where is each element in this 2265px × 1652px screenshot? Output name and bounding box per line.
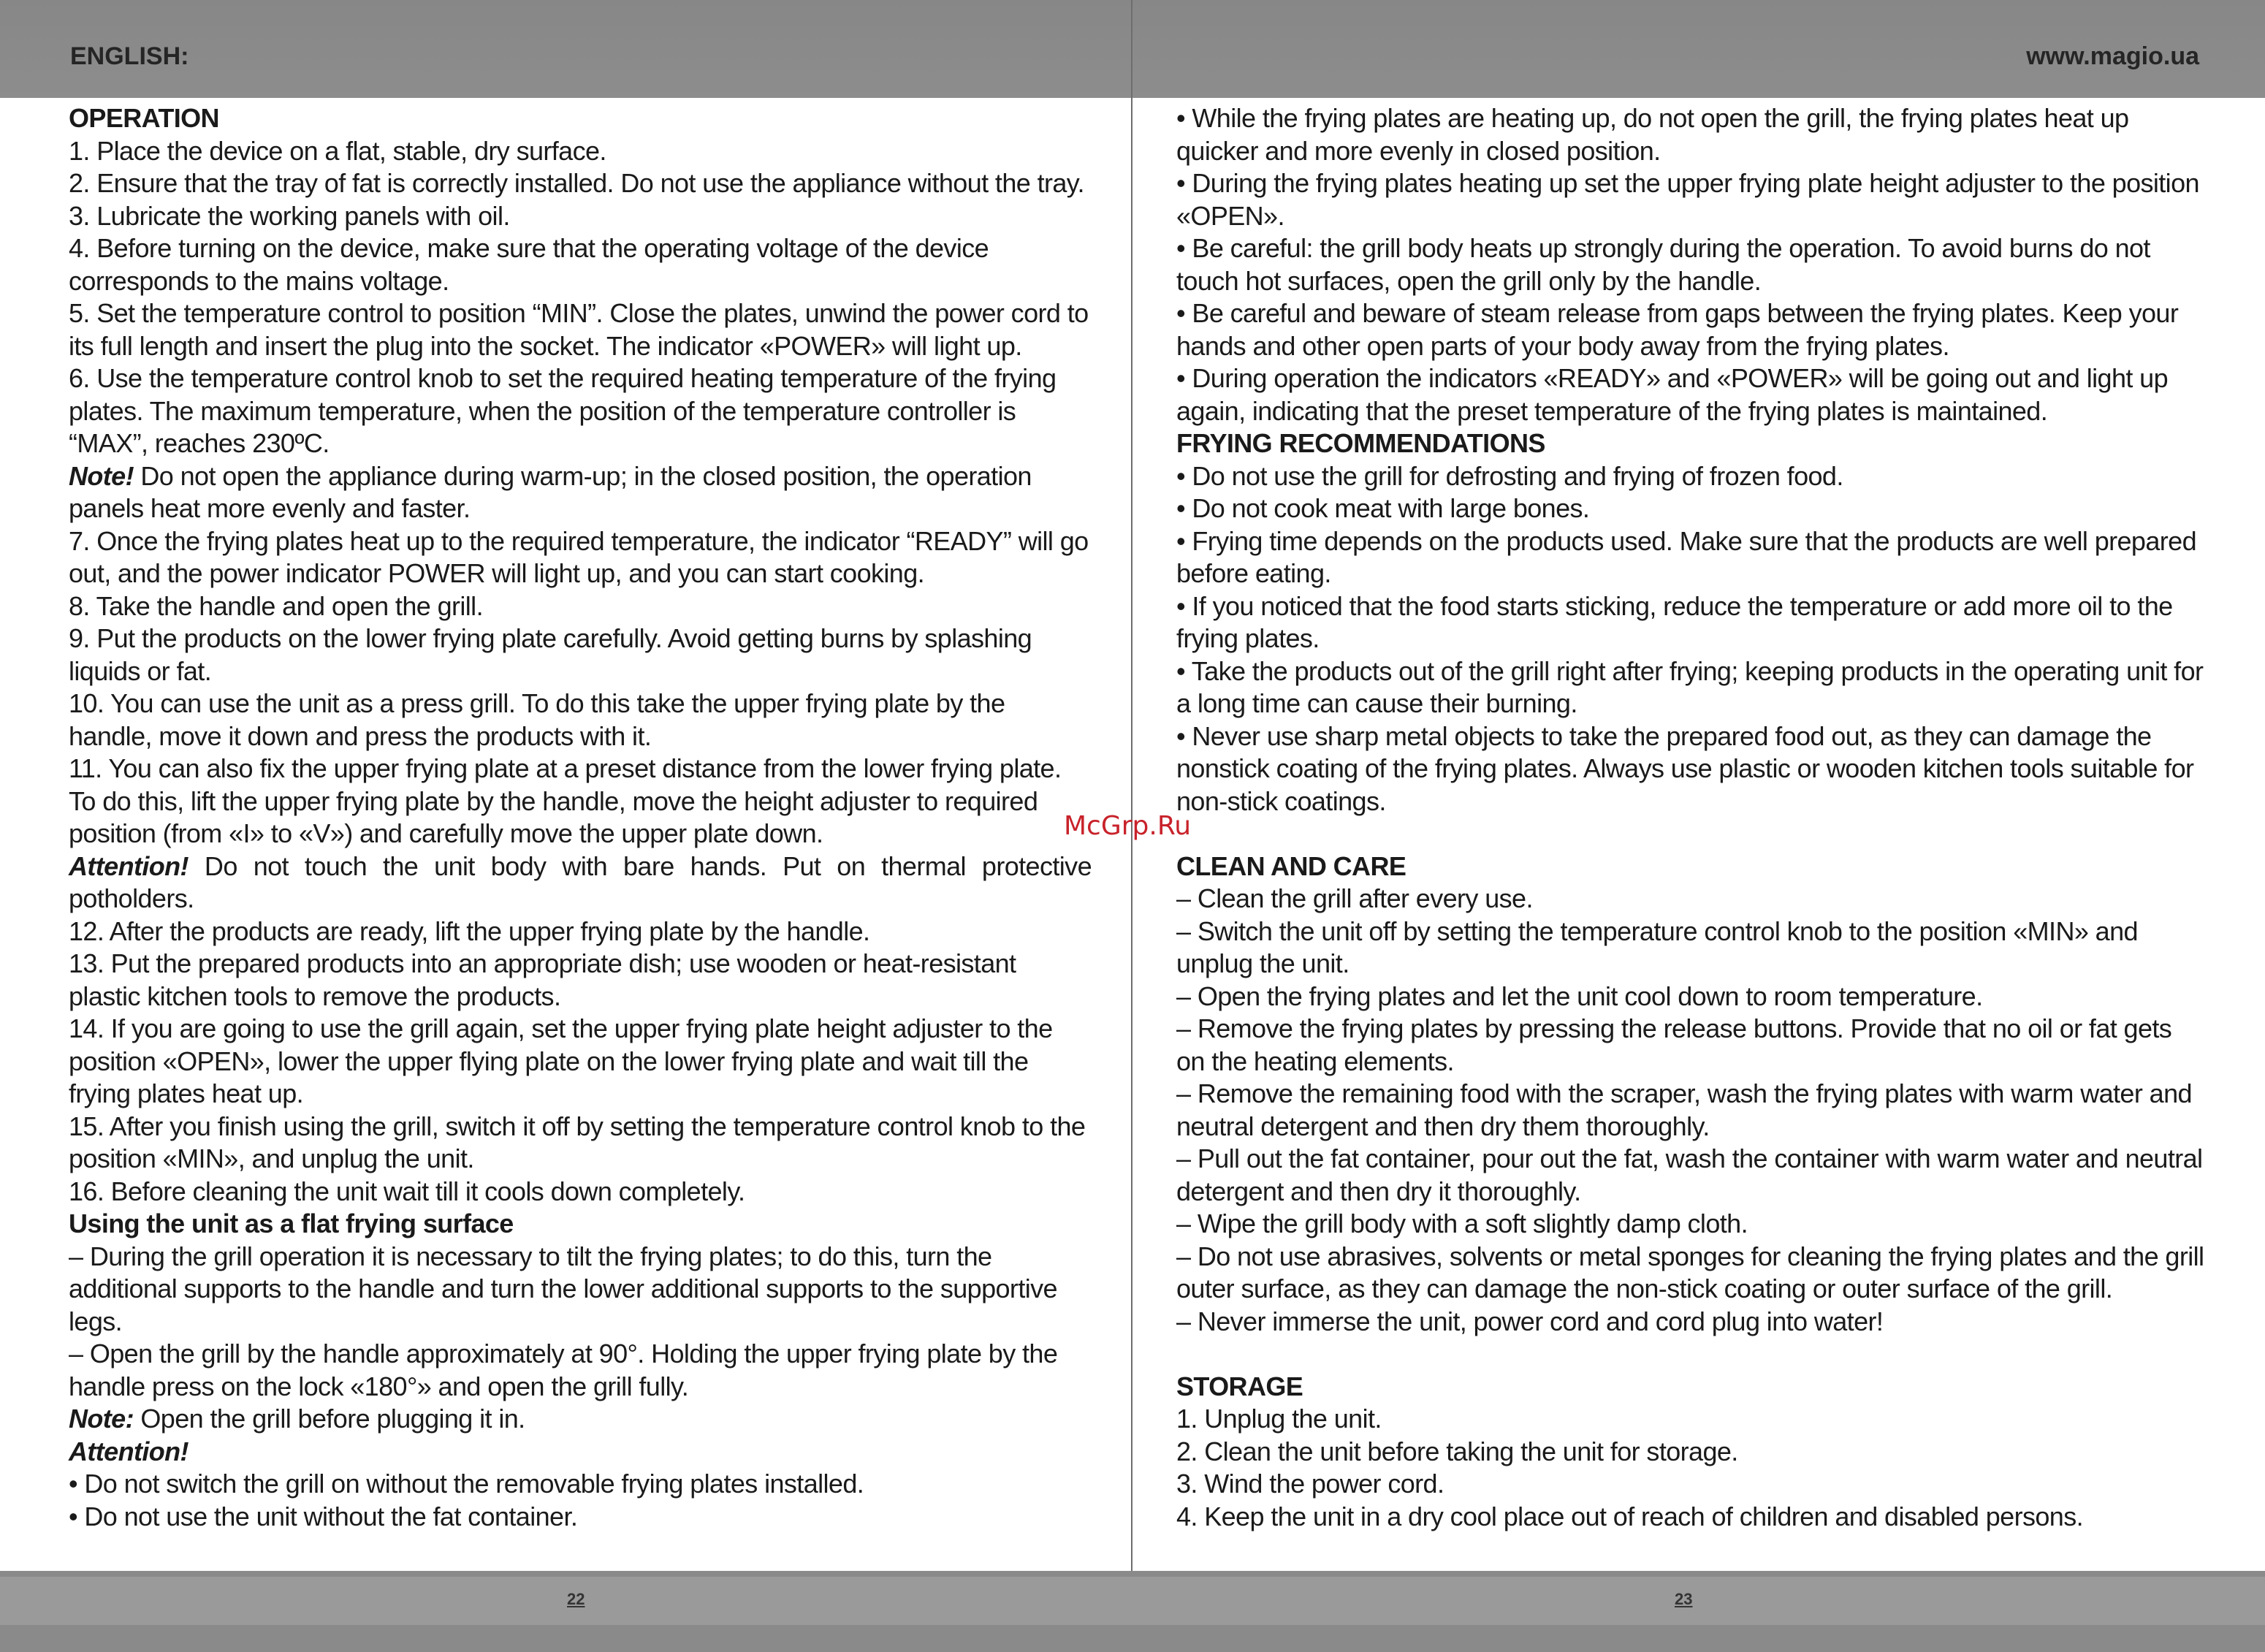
warning-bullet: • Be careful and beware of steam release from gaps between the frying plates. Keep your hands and other open parts of your body away from the frying plates. — [1176, 298, 2179, 361]
footer-bar — [0, 1571, 2265, 1652]
warning-bullet: • Be careful: the grill body heats up strongly during the operation. To avoid burns do not touch hot surfaces, open the grill only by the handle. — [1176, 233, 2150, 296]
recommendation-bullet: • Do not cook meat with large bones. — [1176, 493, 1590, 523]
recommendation-bullet: • Take the products out of the grill right after frying; keeping products in the operating unit for a long time can cause their burning. — [1176, 655, 2204, 718]
note-label: Note! — [69, 460, 134, 491]
spacer — [1176, 818, 2207, 850]
attention-label: Attention! — [69, 850, 189, 881]
care-item: – Remove the remaining food with the scraper, wash the frying plates with warm water and neutral detergent and then dry them thoroughly. — [1176, 1078, 2192, 1141]
note-label: Note: — [69, 1404, 134, 1434]
care-item: – Open the frying plates and let the unit cool down to room temperature. — [1176, 981, 1983, 1011]
attention-paragraph — [69, 850, 1092, 916]
attention-bullet: • Do not switch the grill on without the removable frying plates installed. — [69, 1469, 864, 1499]
clean-and-care-heading: CLEAN AND CARE — [1176, 850, 1406, 881]
operation-step: 3. Lubricate the working panels with oil. — [69, 200, 510, 231]
care-item: – Never immerse the unit, power cord and cord plug into water! — [1176, 1306, 1884, 1336]
storage-step: 3. Wind the power cord. — [1176, 1469, 1444, 1499]
operation-step: 5. Set the temperature control to position “MIN”. Close the plates, unwind the power cord to its full length and insert the plug into the socket. The indicator «POWER» will light up. — [69, 298, 1089, 361]
attention-bullet: • Do not use the unit without the fat container. — [69, 1501, 578, 1531]
storage-heading: STORAGE — [1176, 1371, 1303, 1401]
storage-step: 4. Keep the unit in a dry cool place out of reach of children and disabled persons. — [1176, 1501, 2084, 1531]
operation-step: 15. After you finish using the grill, switch it off by setting the temperature control knob to the position «MIN», and unplug the unit. — [69, 1111, 1086, 1173]
care-item: – Pull out the fat container, pour out the fat, wash the container with warm water and neutral detergent and then dry it thoroughly. — [1176, 1143, 2203, 1206]
note-paragraph — [69, 460, 1092, 525]
operation-step: 4. Before turning on the device, make sure that the operating voltage of the device corresponds to the mains voltage. — [69, 233, 989, 296]
operation-step: 11. You can also fix the upper frying plate at a preset distance from the lower frying plate. To do this, lift the upper frying plate by the handle, move the height adjuster to required position (from «I» to «V») and carefully move the upper plate down. — [69, 753, 1062, 848]
warning-bullet: • While the frying plates are heating up, do not open the grill, the frying plates heat up quicker and more evenly in closed position. — [1176, 103, 2129, 166]
note-text: Open the grill before plugging it in. — [134, 1404, 525, 1434]
operation-step: 9. Put the products on the lower frying plate carefully. Avoid getting burns by splashing liquids or fat. — [69, 623, 1032, 686]
care-item: – Do not use abrasives, solvents or metal sponges for cleaning the frying plates and the grill outer surface, as they can damage the non-stick coating or outer surface of the grill. — [1176, 1241, 2204, 1303]
care-item: – Remove the frying plates by pressing the release buttons. Provide that no oil or fat gets on the heating elements. — [1176, 1013, 2172, 1076]
care-item: – Wipe the grill body with a soft slightly damp cloth. — [1176, 1208, 1748, 1238]
operation-step: 14. If you are going to use the grill again, set the upper frying plate height adjuster to the position «OPEN», lower the upper flying plate on the lower frying plate and wait till the frying plates heat up. — [69, 1013, 1053, 1108]
care-item: – Clean the grill after every use. — [1176, 883, 1533, 913]
care-item: – Switch the unit off by setting the temperature control knob to the position «MIN» and unplug the unit. — [1176, 916, 2138, 978]
page-number-right: 23 — [1675, 1590, 1693, 1608]
note-paragraph — [69, 1403, 1092, 1436]
page-number-left: 22 — [567, 1590, 585, 1608]
operation-heading: OPERATION — [69, 103, 219, 133]
operation-step: 16. Before cleaning the unit wait till it cools down completely. — [69, 1176, 745, 1206]
warning-bullet: • During operation the indicators «READY» and «POWER» will be going out and light up again, indicating that the preset temperature of the frying plates is maintained. — [1176, 363, 2169, 426]
website-url[interactable]: www.magio.ua — [2026, 42, 2199, 70]
left-page-column — [69, 102, 1092, 1533]
storage-step: 2. Clean the unit before taking the unit for storage. — [1176, 1436, 1738, 1466]
attention-text: Do not touch the unit body with bare hands. Put on thermal protective potholders. — [69, 850, 1092, 913]
recommendation-bullet: • If you noticed that the food starts sticking, reduce the temperature or add more oil to the frying plates. — [1176, 590, 2173, 653]
note-text: Do not open the appliance during warm-up; in the closed position, the operation panels heat more evenly and faster. — [69, 460, 1032, 523]
operation-step: 12. After the products are ready, lift the upper frying plate by the handle. — [69, 916, 870, 946]
recommendation-bullet: • Frying time depends on the products used. Make sure that the products are well prepared before eating. — [1176, 525, 2197, 588]
operation-step: 10. You can use the unit as a press grill. To do this take the upper frying plate by the handle, move it down and press the products with it. — [69, 688, 1005, 751]
operation-step: 2. Ensure that the tray of fat is correctly installed. Do not use the appliance without the tray. — [69, 168, 1084, 198]
spacer — [1176, 1338, 2207, 1371]
recommendation-bullet: • Never use sharp metal objects to take the prepared food out, as they can damage the nonstick coating of the frying plates. Always use plastic or wooden kitchen tools suitable for non-stick coatings. — [1176, 720, 2194, 816]
flat-surface-item: – Open the grill by the handle approximately at 90°. Holding the upper frying plate by the handle press on the lock «180°» and open the grill fully. — [69, 1339, 1058, 1401]
operation-step: 1. Place the device on a flat, stable, dry surface. — [69, 135, 606, 166]
warning-bullet: • During the frying plates heating up set the upper frying plate height adjuster to the position «OPEN». — [1176, 168, 2199, 231]
operation-step: 8. Take the handle and open the grill. — [69, 590, 483, 621]
flat-surface-item: – During the grill operation it is necessary to tilt the frying plates; to do this, turn the additional supports to the handle and turn the lower additional supports to the supportive legs. — [69, 1241, 1057, 1336]
frying-recommendations-heading: FRYING RECOMMENDATIONS — [1176, 428, 1545, 458]
operation-step: 7. Once the frying plates heat up to the required temperature, the indicator “READY” will go out, and the power indicator POWER will light up, and you can start cooking. — [69, 525, 1089, 588]
operation-step: 13. Put the prepared products into an appropriate dish; use wooden or heat-resistant plastic kitchen tools to remove the products. — [69, 948, 1016, 1011]
flat-surface-heading: Using the unit as a flat frying surface — [69, 1208, 514, 1238]
attention-label: Attention! — [69, 1436, 189, 1466]
operation-step: 6. Use the temperature control knob to set the required heating temperature of the frying plates. The maximum temperature, when the position of the temperature controller is “MAX”, reaches 230ºC. — [69, 363, 1057, 458]
right-page-column — [1176, 102, 2207, 1533]
storage-step: 1. Unplug the unit. — [1176, 1404, 1382, 1434]
recommendation-bullet: • Do not use the grill for defrosting and frying of frozen food. — [1176, 460, 1843, 491]
watermark: McGrp.Ru — [1064, 811, 1192, 841]
language-label: ENGLISH: — [70, 42, 189, 70]
header-bar — [0, 0, 2265, 98]
